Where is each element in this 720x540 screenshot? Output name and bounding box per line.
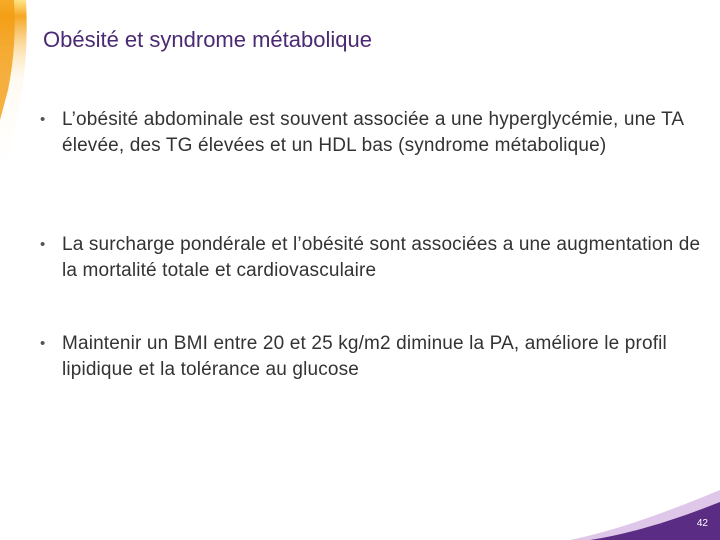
- corner-decoration: [570, 490, 720, 540]
- bullet-item: [40, 107, 700, 159]
- bullet-item: [40, 331, 700, 383]
- bullet-text: Maintenir un BMI entre 20 et 25 kg/m2 diminue la PA, améliore le profil lipidique et la tolérance au glucose: [62, 333, 667, 380]
- slide-title: Obésité et syndrome métabolique: [43, 27, 372, 52]
- bullet-marker: •: [40, 335, 46, 352]
- bullet-text: L’obésité abdominale est souvent associée a une hyperglycémie, une TA élevée, des TG élevées et un HDL bas (syndrome métabolique): [62, 109, 684, 156]
- bullet-marker: •: [40, 111, 46, 128]
- bullet-text: La surcharge pondérale et l’obésité sont associées a une augmentation de la mortalité totale et cardiovasculaire: [62, 234, 701, 281]
- left-accent-decoration: [0, 0, 40, 540]
- bullet-marker: •: [40, 236, 46, 253]
- page-number: 42: [696, 518, 708, 529]
- bullet-item: [40, 232, 700, 284]
